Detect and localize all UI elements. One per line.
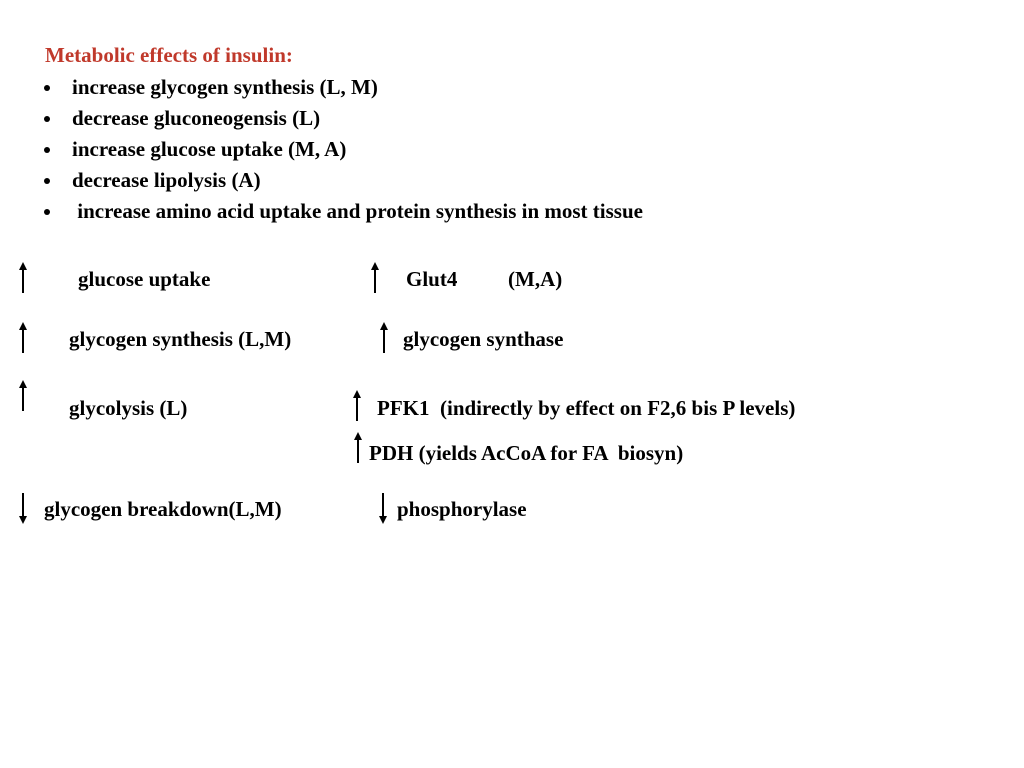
enzyme-pfk1: PFK1 (indirectly by effect on F2,6 bis P levels): [377, 396, 796, 420]
enzyme-pdh: PDH (yields AcCoA for FA biosyn): [369, 441, 684, 465]
process-glycogen-breakdown: glycogen breakdown(L,M): [44, 497, 282, 521]
enzyme-glycogen-synthase: glycogen synthase: [403, 327, 564, 351]
bullet-text: decrease lipolysis (A): [72, 168, 261, 192]
bullet-item: [42, 72, 643, 103]
slide-title: Metabolic effects of insulin:: [45, 43, 293, 67]
bullet-item: [42, 134, 643, 165]
bullet-dot-icon: [44, 147, 50, 153]
enzyme-glut4: Glut4: [406, 267, 458, 291]
up-arrow-icon: [18, 380, 28, 412]
bullet-dot-icon: [44, 209, 50, 215]
enzyme-phosphorylase: phosphorylase: [397, 497, 527, 521]
bullet-text: increase glucose uptake (M, A): [72, 137, 347, 161]
bullet-text: increase amino acid uptake and protein synthesis in most tissue: [72, 199, 643, 223]
up-arrow-icon: [353, 432, 363, 464]
up-arrow-icon: [370, 262, 380, 294]
up-arrow-icon: [352, 390, 362, 422]
bullet-item: [42, 196, 643, 227]
bullet-text: decrease gluconeogensis (L): [72, 106, 321, 130]
process-glucose-uptake: glucose uptake: [78, 267, 211, 291]
up-arrow-icon: [18, 322, 28, 354]
bullet-dot-icon: [44, 85, 50, 91]
up-arrow-icon: [18, 262, 28, 294]
process-glycolysis: glycolysis (L): [69, 396, 188, 420]
bullet-text: increase glycogen synthesis (L, M): [72, 75, 378, 99]
up-arrow-icon: [379, 322, 389, 354]
bullet-dot-icon: [44, 116, 50, 122]
bullet-dot-icon: [44, 178, 50, 184]
bullet-item: [42, 103, 643, 134]
bullet-item: [42, 165, 643, 196]
down-arrow-icon: [18, 492, 28, 524]
process-glycogen-synthesis: glycogen synthesis (L,M): [69, 327, 292, 351]
down-arrow-icon: [378, 492, 388, 524]
tissue-label: (M,A): [508, 267, 563, 291]
bullet-list: [42, 72, 643, 227]
